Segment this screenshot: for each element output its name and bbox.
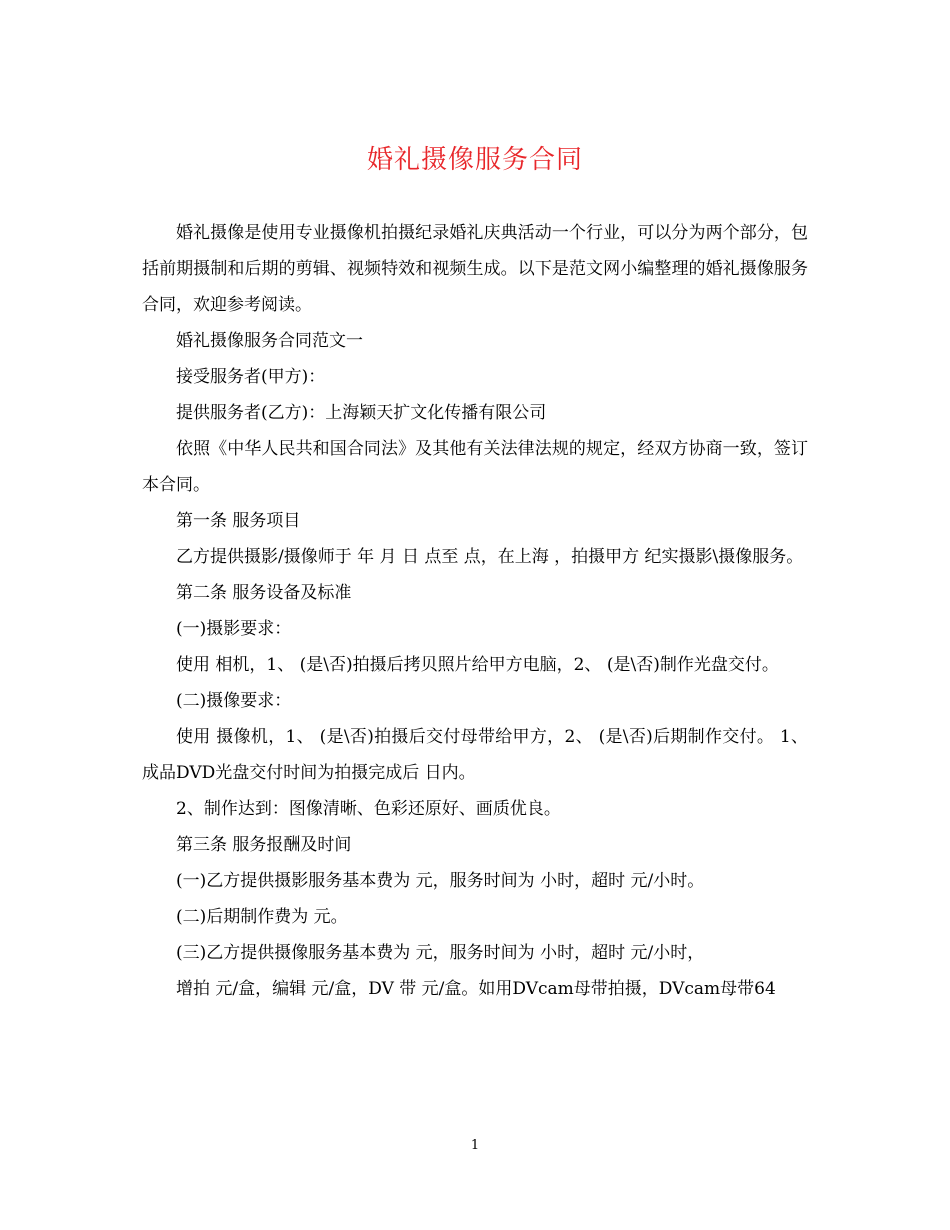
video-requirements-text: 使用 摄像机，1、 (是\否)拍摄后交付母带给甲方，2、 (是\否)后期制作交付。 1、成品DVD光盘交付时间为拍摄完成后 日内。 bbox=[142, 727, 808, 783]
post-production-fee-text: (二)后期制作费为 元。 bbox=[176, 907, 348, 927]
document-title: 婚礼摄像服务合同 bbox=[366, 145, 583, 175]
paragraph-party-a: 接受服务者(甲方)： bbox=[176, 367, 326, 387]
photo-fee-text: (一)乙方提供摄影服务基本费为 元，服务时间为 小时，超时 元/小时。 bbox=[176, 871, 705, 891]
quality-standard-text: 2、制作达到：图像清晰、色彩还原好、画质优良。 bbox=[176, 799, 561, 819]
video-fee-text: (三)乙方提供摄像服务基本费为 元，服务时间为 小时，超时 元/小时， bbox=[176, 943, 705, 963]
photo-requirements-text: 使用 相机，1、 (是\否)拍摄后拷贝照片给甲方电脑，2、 (是\否)制作光盘交付。 bbox=[176, 655, 779, 675]
photo-requirements-heading: (一)摄影要求： bbox=[176, 619, 292, 639]
extra-fee-text: 增拍 元/盒，编辑 元/盒，DV 带 元/盒。如用DVcam母带拍摄，DVcam母带64 bbox=[176, 979, 776, 999]
article-1-text: 乙方提供摄影/摄像师于 年 月 日 点至 点，在上海 ，拍摄甲方 纪实摄影\摄像服务。 bbox=[176, 547, 804, 567]
paragraph-sample-heading: 婚礼摄像服务合同范文一 bbox=[176, 331, 363, 351]
document-body bbox=[142, 215, 808, 1007]
page-number: 1 bbox=[470, 1138, 480, 1153]
paragraph-legal-basis: 依照《中华人民共和国合同法》及其他有关法律法规的规定，经双方协商一致，签订本合同。 bbox=[142, 439, 808, 495]
article-1-heading: 第一条 服务项目 bbox=[176, 511, 301, 531]
paragraph-intro: 婚礼摄像是使用专业摄像机拍摄纪录婚礼庆典活动一个行业，可以分为两个部分，包括前期摄制和后期的剪辑、视频特效和视频生成。以下是范文网小编整理的婚礼摄像服务合同，欢迎参考阅读。 bbox=[142, 223, 808, 315]
video-requirements-heading: (二)摄像要求： bbox=[176, 691, 292, 711]
paragraph-party-b: 提供服务者(乙方)：上海颖天扩文化传播有限公司 bbox=[176, 403, 547, 423]
article-3-heading: 第三条 服务报酬及时间 bbox=[176, 835, 352, 855]
article-2-heading: 第二条 服务设备及标准 bbox=[176, 583, 352, 603]
